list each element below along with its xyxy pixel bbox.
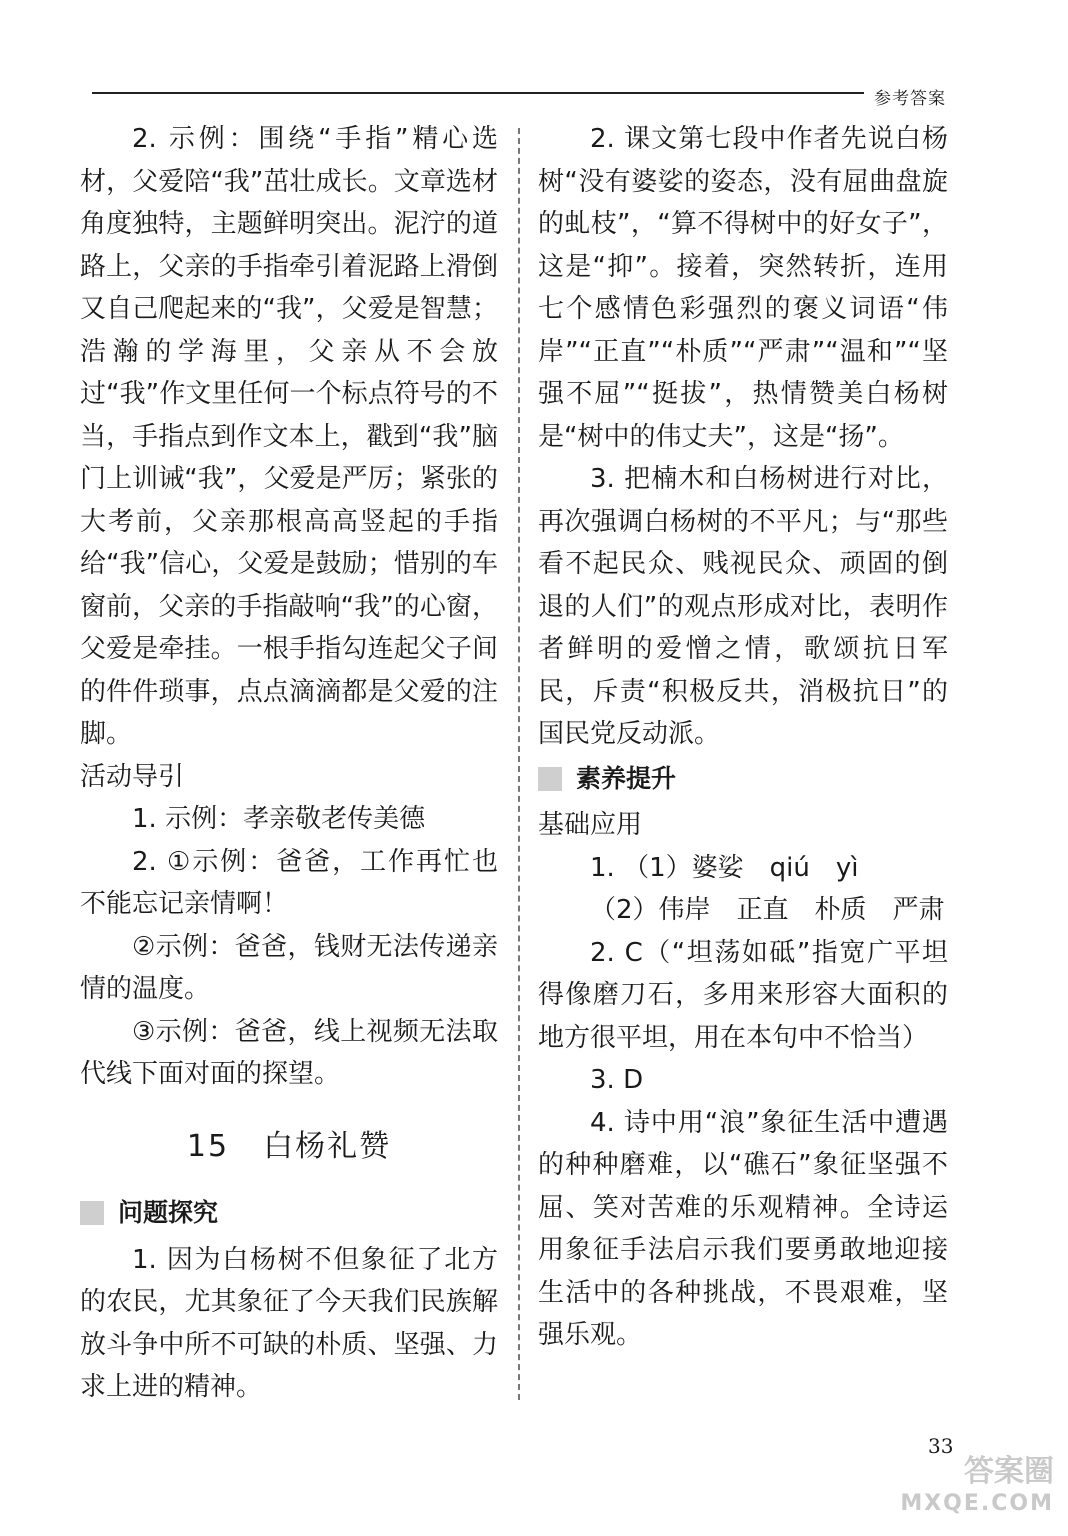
- section-heading-inquiry: [80, 1192, 498, 1235]
- basic-item3: 3. D: [590, 1065, 644, 1095]
- activity-item2: 2. ①示例：爸爸，工作再忙也不能忘记亲情啊！: [80, 846, 498, 919]
- lesson-name: 白杨礼赞: [263, 1128, 392, 1164]
- basic-item1-a: 1. （1）婆娑 qiú yì: [590, 852, 859, 883]
- watermark-text: 答案圈: [964, 1454, 1054, 1489]
- left-column: [80, 118, 498, 1409]
- section-heading-text: 问题探究: [118, 1198, 219, 1227]
- basic-heading: 基础应用: [538, 810, 643, 840]
- section-heading-text: 素养提升: [576, 763, 677, 793]
- page-number: 33: [928, 1434, 954, 1458]
- header-rule: [92, 92, 864, 94]
- section-marker-icon: [538, 767, 562, 791]
- lesson-title: [80, 1126, 498, 1169]
- running-header: 参考答案: [874, 89, 946, 109]
- watermark-logo: [894, 1456, 1054, 1526]
- lesson-number: 15: [186, 1128, 230, 1164]
- basic-item1-b: （2）伟岸 正直 朴质 严肃: [590, 895, 945, 925]
- column-divider: [518, 128, 520, 1400]
- activity-item2-b: ②示例：爸爸，钱财无法传递亲情的温度。: [80, 931, 498, 1004]
- basic-item4: 4. 诗中用“浪”象征生活中遭遇的种种磨难，以“礁石”象征坚强不屈、笑对苦难的乐观精神。全诗运用象征手法启示我们要勇敢地迎接生活中的各种挑战，不畏艰难，坚强乐观。: [538, 1107, 948, 1350]
- inquiry-item3: 3. 把楠木和白杨树进行对比，再次强调白杨树的不平凡；与“那些看不起民众、贱视民众、顽固的倒退的人们”的观点形成对比，表明作者鲜明的爱憎之情，歌颂抗日军民，斥责“积极反共，消极抗日”的国民党反动派。: [538, 464, 948, 749]
- basic-item2: 2. C（“坦荡如砥”指宽广平坦得像磨刀石，多用来形容大面积的地方很平坦，用在本句中不恰当）: [538, 937, 948, 1053]
- inquiry-item1: 1. 因为白杨树不但象征了北方的农民，尤其象征了今天我们民族解放斗争中所不可缺的朴质、坚强、力求上进的精神。: [80, 1244, 498, 1402]
- right-column: [538, 118, 948, 1357]
- section-heading-literacy: [538, 758, 948, 801]
- activity-item2-c: ③示例：爸爸，线上视频无法取代线下面对面的探望。: [80, 1016, 498, 1089]
- activity-heading: 活动导引: [80, 761, 185, 792]
- answer-lesson14-item2: 2. 示例：围绕“手指”精心选材，父爱陪“我”茁壮成长。文章选材角度独特，主题鲜明突出。泥泞的道路上，父亲的手指牵引着泥路上滑倒又自己爬起来的“我”，父爱是智慧；浩瀚的学海里，父亲从不会放过“我”作文里任何一个标点符号的不当，手指点到作文本上，戳到“我”脑门上训诫“我”，父爱是严厉；紧张的大考前，父亲那根高高竖起的手指给“我”信心，父爱是鼓励；惜别的车窗前，父亲的手指敲响“我”的心窗，父爱是牵挂。一根手指勾连起父子间的件件琐事，点点滴滴都是父爱的注脚。: [80, 124, 498, 749]
- section-marker-icon: [80, 1201, 104, 1225]
- activity-item1: 1. 示例：孝亲敬老传美德: [132, 804, 426, 834]
- watermark-url: MXQE.COM: [900, 1491, 1054, 1516]
- inquiry-item2: 2. 课文第七段中作者先说白杨树“没有婆娑的姿态，没有屈曲盘旋的虬枝”，“算不得树中的好女子”，这是“抑”。接着，突然转折，连用七个感情色彩强烈的褒义词语“伟岸”“正直”“朴质”“严肃”“温和”“坚强不屈”“挺拔”，热情赞美白杨树是“树中的伟丈夫”，这是“扬”。: [538, 124, 948, 452]
